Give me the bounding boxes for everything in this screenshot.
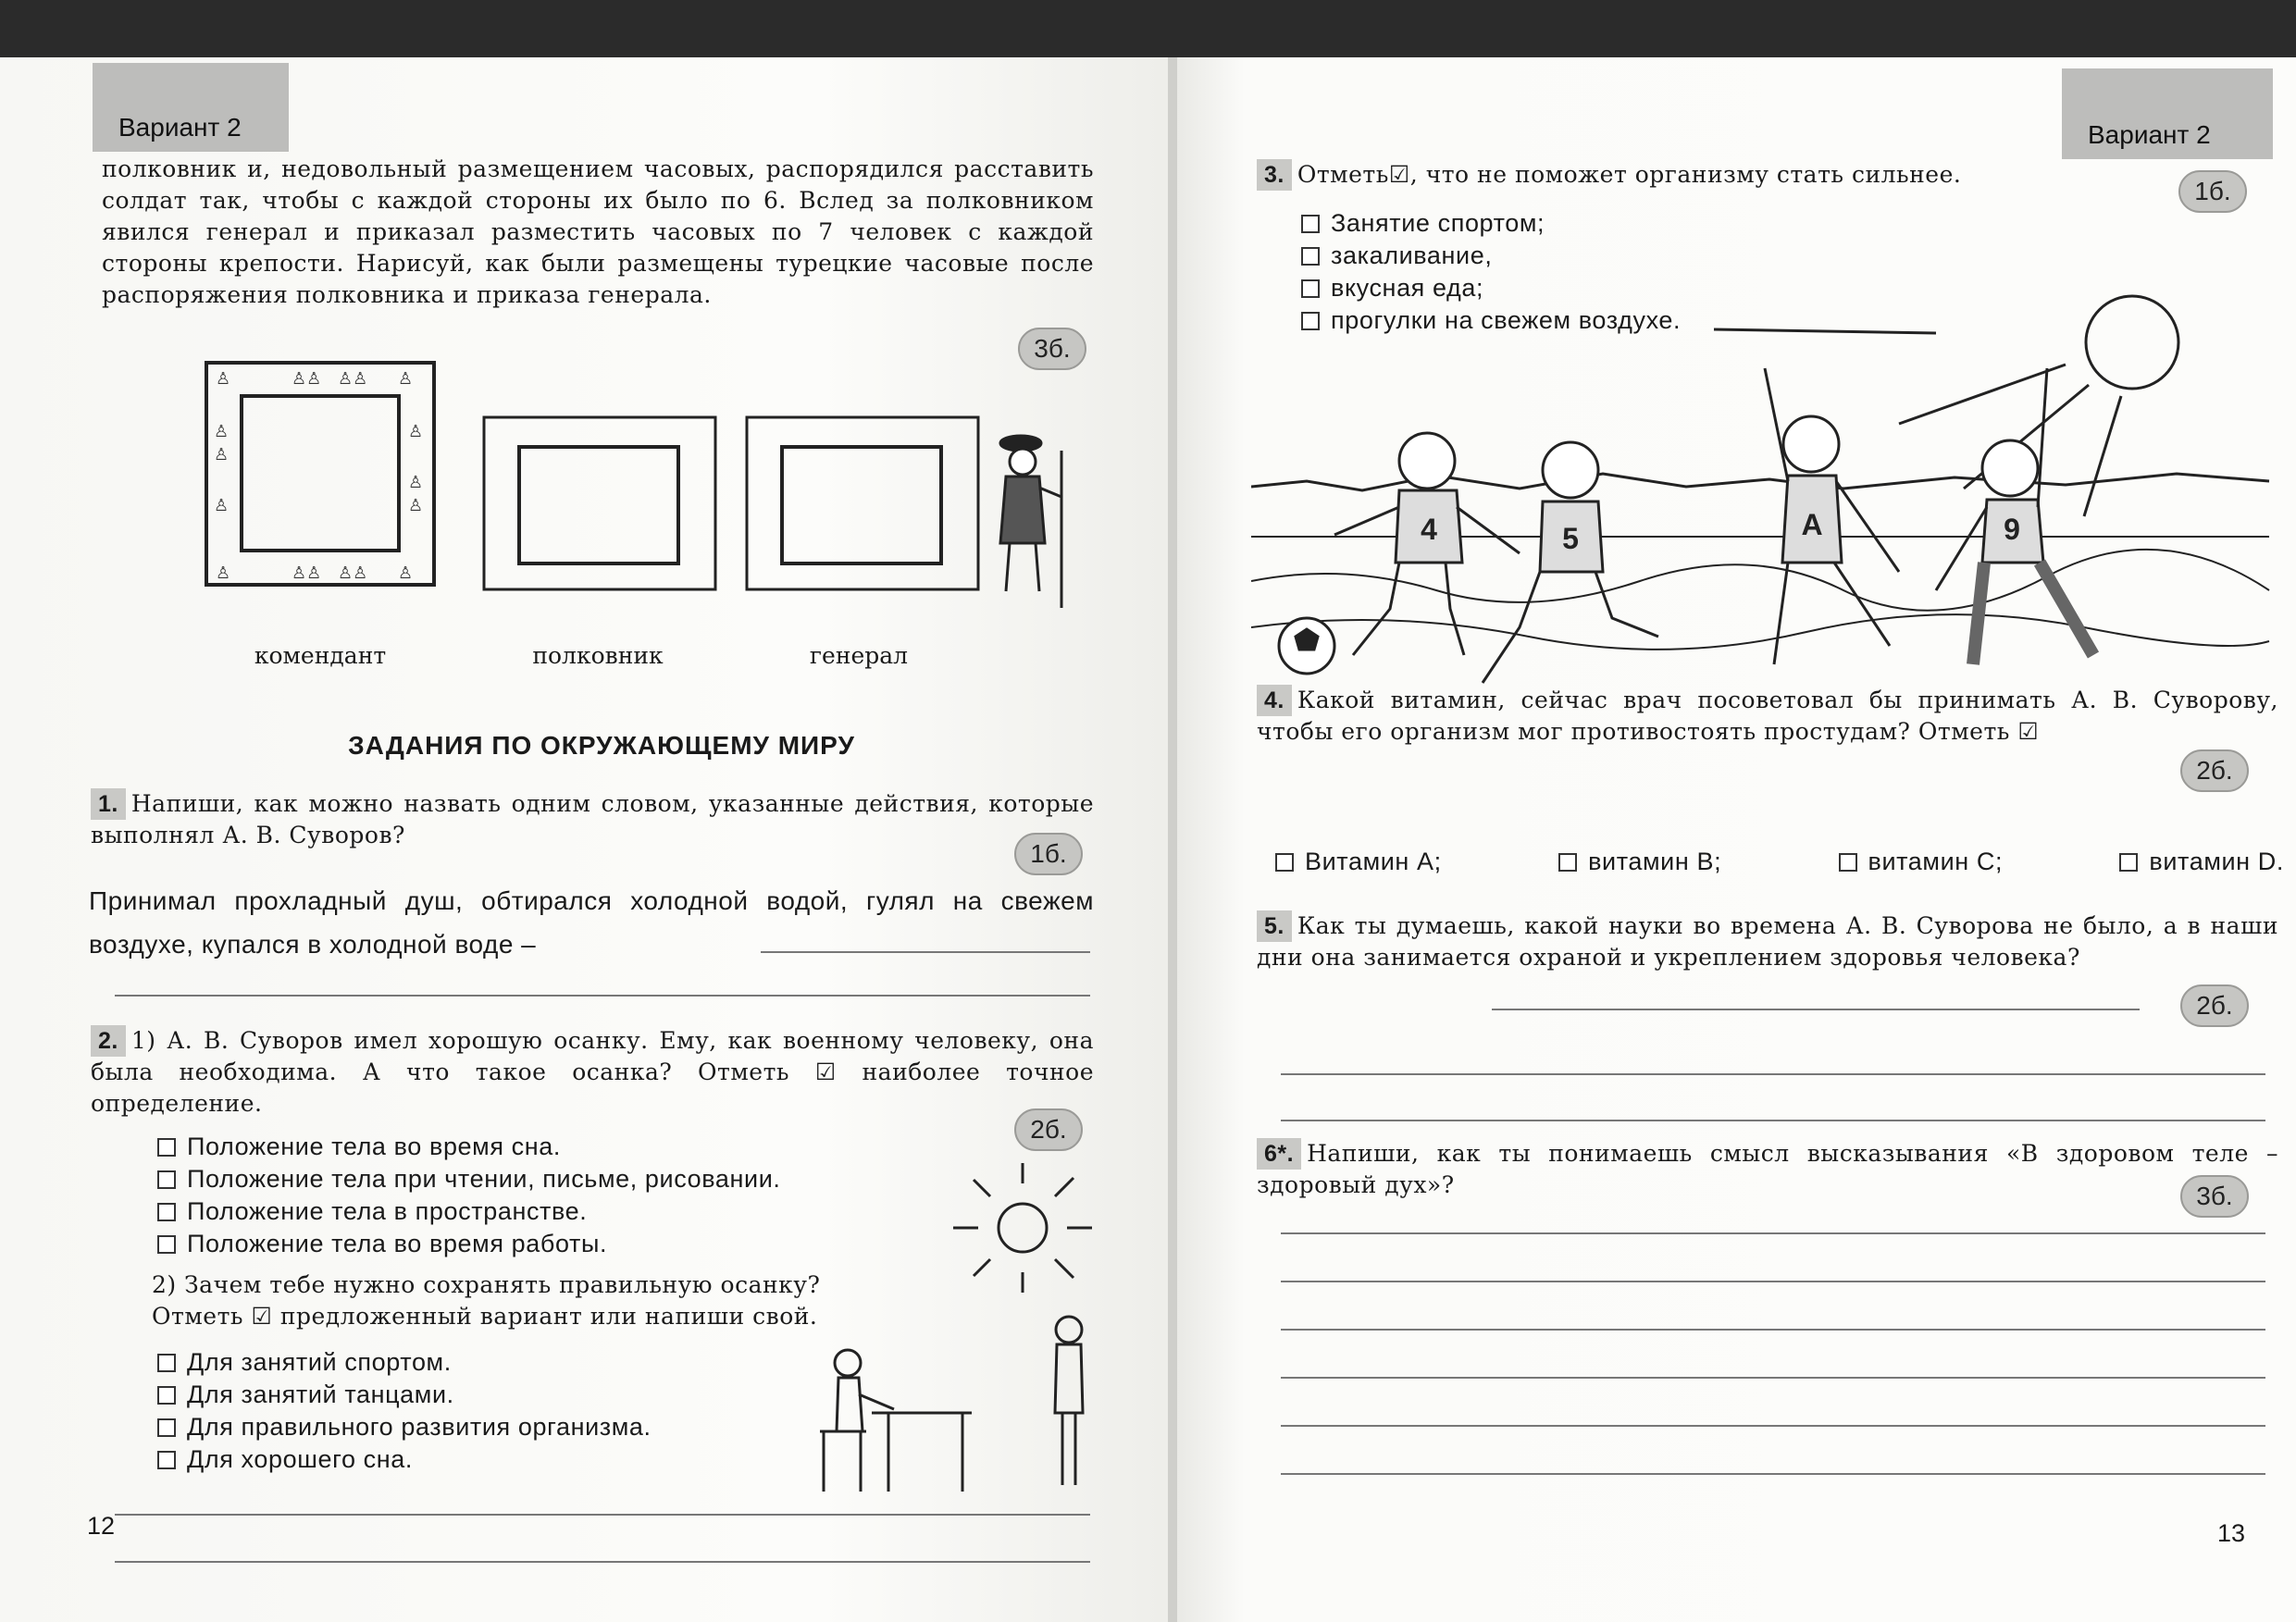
- option-label: прогулки на свежем воздухе.: [1331, 306, 1682, 334]
- checkbox[interactable]: [1301, 215, 1320, 233]
- option-item[interactable]: [157, 1379, 898, 1411]
- option-item[interactable]: [157, 1411, 898, 1443]
- option-label: витамин С;: [1868, 848, 2004, 875]
- answer-line[interactable]: [1281, 1473, 2265, 1475]
- checkbox[interactable]: [157, 1138, 176, 1157]
- checkmark-icon: ☑: [814, 1059, 837, 1085]
- question-number: 6*.: [1257, 1138, 1301, 1170]
- children-exercise-illustration: [1251, 276, 2278, 697]
- answer-line[interactable]: [1281, 1329, 2265, 1331]
- question-number: 5.: [1257, 910, 1292, 942]
- question-number: 2.: [91, 1025, 126, 1057]
- question-number: 3.: [1257, 159, 1292, 191]
- option-label: Положение тела во время сна.: [187, 1133, 561, 1160]
- svg-text:♙: ♙: [398, 369, 414, 389]
- question-text: Как ты думаешь, какой науки во времена А. В. Суворова не было, а в наши дни она занимается охраной и укреплением здоровья человека?: [1257, 912, 2278, 971]
- question-text: Отметь: [152, 1303, 244, 1330]
- option-item[interactable]: [1558, 846, 1721, 878]
- question-text: наиболее точное определение.: [91, 1059, 1095, 1117]
- checkbox[interactable]: [157, 1170, 176, 1189]
- option-label: витамин D.: [2149, 848, 2284, 875]
- question-text: 2) Зачем тебе нужно сохранять правильную осанку?: [152, 1271, 821, 1298]
- question-number: 1.: [91, 788, 126, 820]
- checkbox[interactable]: [1275, 853, 1294, 872]
- checkmark-icon: ☑: [251, 1303, 273, 1330]
- question-number: 4.: [1257, 685, 1292, 716]
- question-2: [91, 1025, 1094, 1120]
- svg-text:♙: ♙: [214, 496, 230, 515]
- question-1: [91, 788, 1094, 851]
- answer-line[interactable]: [1281, 1377, 2265, 1379]
- option-item[interactable]: [1839, 846, 2004, 878]
- svg-text:♙: ♙: [408, 496, 424, 515]
- right-page: [1177, 57, 2296, 1622]
- q4-options: [1275, 846, 2284, 878]
- checkbox[interactable]: [1301, 247, 1320, 266]
- variant-tab: Вариант 2: [93, 63, 289, 152]
- book-gutter: [1168, 57, 1177, 1622]
- checkbox[interactable]: [157, 1451, 176, 1469]
- question-text: предложенный вариант или напиши свой.: [279, 1303, 818, 1330]
- checkmark-icon: ☑: [1388, 161, 1410, 188]
- question-text: 1) А. В. Суворов имел хорошую осанку. Ему, как военному человеку, она была необходима. А что такое осанка? Отметь: [91, 1027, 1094, 1085]
- question-3: [1257, 159, 2090, 191]
- option-item[interactable]: [2119, 846, 2284, 878]
- answer-line[interactable]: [1281, 1281, 2265, 1282]
- points-badge: 2б.: [1014, 1108, 1083, 1151]
- answer-line[interactable]: [1281, 1120, 2265, 1121]
- checkbox[interactable]: [157, 1418, 176, 1437]
- question-text: , что не поможет организму стать сильнее.: [1409, 161, 1962, 188]
- option-item[interactable]: [157, 1443, 898, 1476]
- svg-text:♙: ♙: [408, 473, 424, 492]
- checkmark-icon: ☑: [2017, 718, 2040, 745]
- caption-komendant: комендант: [254, 642, 387, 669]
- checkbox[interactable]: [157, 1203, 176, 1221]
- option-label: Положение тела в пространстве.: [187, 1197, 588, 1225]
- option-item[interactable]: [1301, 240, 1949, 272]
- variant-tab: Вариант 2: [2062, 68, 2273, 159]
- svg-text:♙♙: ♙♙: [338, 369, 368, 389]
- fortress-captions: [228, 642, 1153, 679]
- q1-answer-prompt: Принимал прохладный душ, обтирался холодной водой, гулял на свежем воздухе, купался в холодной воде –: [89, 886, 1094, 959]
- question-5: [1257, 910, 2278, 973]
- scan-top-border: [0, 0, 2296, 57]
- points-badge: 1б.: [2178, 170, 2247, 213]
- svg-text:♙: ♙: [398, 563, 414, 583]
- checkbox[interactable]: [157, 1386, 176, 1405]
- sun-icon: [999, 1204, 1047, 1252]
- jersey-number: 4: [1421, 513, 1437, 546]
- answer-line[interactable]: [1281, 1073, 2265, 1075]
- fortress-general: [747, 417, 978, 589]
- option-label: Для хорошего сна.: [187, 1445, 413, 1473]
- svg-text:♙: ♙: [214, 445, 230, 464]
- intro-text: полковник и, недовольный размещением часовых, распорядился расставить солдат так, чтобы с каждой стороны их было по 6. Вслед за полковником явился генерал и приказал разместить часовых по 7 человек с каждой стороны крепости. Нарисуй, как были размещены турецкие часовые после распоряжения полковника и приказа генерала.: [102, 155, 1094, 308]
- sun-icon: [2086, 296, 2178, 389]
- answer-line[interactable]: [1281, 1425, 2265, 1427]
- points-badge: 1б.: [1014, 833, 1083, 875]
- answer-line[interactable]: [761, 951, 1090, 953]
- checkbox[interactable]: [1558, 853, 1577, 872]
- points-badge: 3б.: [2180, 1175, 2249, 1218]
- question-text: Напиши, как ты понимаешь смысл высказывания «В здоровом теле – здоровый дух»?: [1257, 1140, 2278, 1198]
- q2-options-2: [157, 1346, 898, 1476]
- option-label: Положение тела при чтении, письме, рисовании.: [187, 1165, 781, 1193]
- posture-illustration: [805, 1135, 1101, 1505]
- answer-line[interactable]: [115, 995, 1090, 997]
- question-text: Отметь: [1297, 161, 1389, 188]
- option-label: Для правильного развития организма.: [187, 1413, 652, 1441]
- points-badge: 3б.: [1018, 328, 1086, 370]
- svg-text:♙♙: ♙♙: [292, 563, 322, 583]
- fortress-diagrams: [199, 358, 1097, 626]
- option-label: Занятие спортом;: [1331, 209, 1545, 237]
- points-badge: 2б.: [2180, 749, 2249, 792]
- question-text: Какой витамин, сейчас врач посоветовал бы принимать А. В. Суворову, чтобы его организм мог противостоять простудам? Отметь: [1257, 687, 2278, 745]
- svg-text:♙: ♙: [408, 422, 424, 441]
- option-label: Положение тела во время работы.: [187, 1230, 608, 1257]
- option-label: витамин В;: [1588, 848, 1722, 875]
- caption-polkovnik: полковник: [532, 642, 664, 669]
- checkbox[interactable]: [157, 1235, 176, 1254]
- svg-text:♙: ♙: [216, 563, 231, 583]
- page-number: 12: [87, 1512, 116, 1540]
- answer-line[interactable]: [115, 1561, 1090, 1563]
- option-label: закаливание,: [1331, 241, 1493, 269]
- svg-text:♙: ♙: [216, 369, 231, 389]
- option-label: Для занятий спортом.: [187, 1348, 452, 1376]
- checkbox[interactable]: [1839, 853, 1857, 872]
- question-6: [1257, 1138, 2278, 1201]
- jersey-number: 9: [2004, 513, 2020, 546]
- option-item[interactable]: [1275, 846, 1442, 878]
- page-number: 13: [2217, 1519, 2246, 1547]
- option-item[interactable]: [1301, 207, 1949, 240]
- question-text: Напиши, как можно назвать одним словом, указанные действия, которые выполнял А. В. Суворов?: [91, 790, 1094, 848]
- svg-text:♙: ♙: [214, 422, 230, 441]
- option-item[interactable]: [157, 1346, 898, 1379]
- points-badge: 2б.: [2180, 984, 2249, 1027]
- officer-illustration: [1000, 436, 1061, 608]
- option-label: Для занятий танцами.: [187, 1381, 454, 1408]
- left-page: [0, 57, 1168, 1622]
- svg-text:♙♙: ♙♙: [338, 563, 368, 583]
- jersey-number: A: [1801, 508, 1823, 541]
- answer-line[interactable]: [1281, 1232, 2265, 1234]
- jersey-number: 5: [1562, 522, 1579, 555]
- question-4: [1257, 685, 2278, 748]
- fortress-polkovnik: [484, 417, 715, 589]
- checkbox[interactable]: [2119, 853, 2138, 872]
- option-label: вкусная еда;: [1331, 274, 1484, 302]
- answer-line[interactable]: [1492, 1009, 2140, 1010]
- caption-general: генерал: [809, 642, 909, 669]
- section-heading: ЗАДАНИЯ ПО ОКРУЖАЮЩЕМУ МИРУ: [348, 731, 855, 760]
- svg-text:♙♙: ♙♙: [292, 369, 322, 389]
- answer-line[interactable]: [115, 1514, 1090, 1516]
- fortress-komendant: [206, 363, 434, 585]
- option-label: Витамин А;: [1305, 848, 1442, 875]
- checkbox[interactable]: [157, 1354, 176, 1372]
